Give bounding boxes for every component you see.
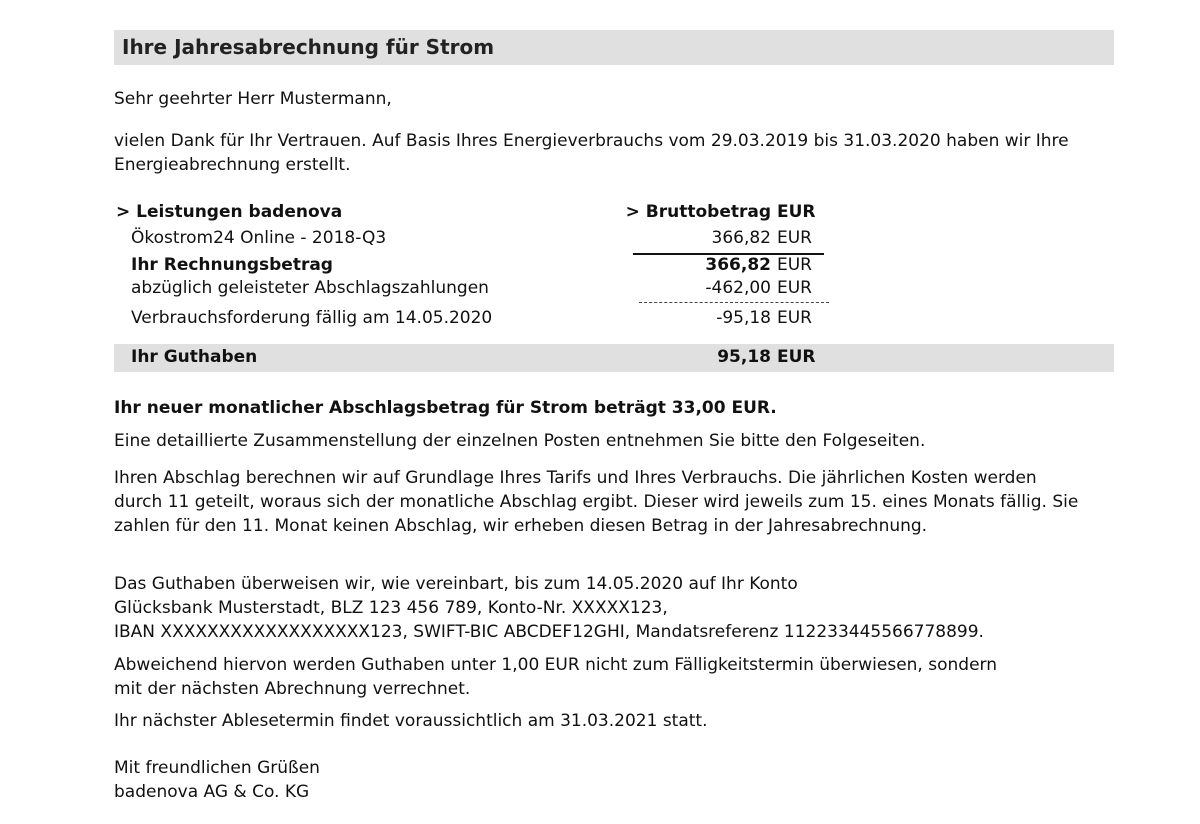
row-label-invoice-total: Ihr Rechnungsbetrag <box>131 255 333 275</box>
calc-line-2: durch 11 geteilt, woraus sich der monatliche Abschlag ergibt. Dieser wird jeweils zum 15. eines Monats fällig. Sie <box>114 492 1079 512</box>
amount-header: > Bruttobetrag <box>625 202 771 222</box>
section-label: > Leistungen badenova <box>116 202 343 222</box>
credit-amount: 95,18 <box>717 347 771 367</box>
dashed-rule <box>639 302 829 303</box>
row-label-payments: abzüglich geleisteter Abschlagszahlungen <box>131 278 489 298</box>
next-reading-note: Ihr nächster Ablesetermin findet voraussichtlich am 31.03.2021 statt. <box>114 711 708 731</box>
details-note: Eine detaillierte Zusammenstellung der einzelnen Posten entnehmen Sie bitte den Folgeseiten. <box>114 431 926 451</box>
intro-line-2: Energieabrechnung erstellt. <box>114 155 351 175</box>
transfer-line-2: Glücksbank Musterstadt, BLZ 123 456 789, Konto-Nr. XXXXX123, <box>114 598 668 618</box>
row-amount-invoice-total: 366,82 <box>705 255 771 275</box>
exception-line-2: mit der nächsten Abrechnung verrechnet. <box>114 679 471 699</box>
closing-company: badenova AG & Co. KG <box>114 782 310 802</box>
transfer-line-3: IBAN XXXXXXXXXXXXXXXXXX123, SWIFT-BIC ABCDEF12GHI, Mandatsreferenz 112233445566778899. <box>114 622 984 642</box>
page-title: Ihre Jahresabrechnung für Strom <box>122 35 495 59</box>
row-currency-product: EUR <box>777 228 812 248</box>
row-currency-payments: EUR <box>777 278 812 298</box>
amount-header-currency: EUR <box>777 202 816 222</box>
row-amount-product: 366,82 <box>711 228 771 248</box>
row-currency-invoice-total: EUR <box>777 255 812 275</box>
new-installment-notice: Ihr neuer monatlicher Abschlagsbetrag für Strom beträgt 33,00 EUR. <box>114 398 777 418</box>
row-amount-payments: -462,00 <box>705 278 771 298</box>
credit-label: Ihr Guthaben <box>131 347 258 367</box>
credit-currency: EUR <box>777 347 816 367</box>
closing-greeting: Mit freundlichen Grüßen <box>114 758 320 778</box>
title-bar <box>114 30 1114 65</box>
row-amount-due: -95,18 <box>716 308 771 328</box>
salutation: Sehr geehrter Herr Mustermann, <box>114 89 392 109</box>
row-label-product: Ökostrom24 Online - 2018-Q3 <box>131 228 387 248</box>
exception-line-1: Abweichend hiervon werden Guthaben unter 1,00 EUR nicht zum Fälligkeitstermin überwiesen, sondern <box>114 655 997 675</box>
calc-line-3: zahlen für den 11. Monat keinen Abschlag, wir erheben diesen Betrag in der Jahresabrechnung. <box>114 516 928 536</box>
row-currency-due: EUR <box>777 308 812 328</box>
row-label-due: Verbrauchsforderung fällig am 14.05.2020 <box>131 308 493 328</box>
intro-line-1: vielen Dank für Ihr Vertrauen. Auf Basis Ihres Energieverbrauchs vom 29.03.2019 bis 31.03.2020 haben wir Ihre <box>114 131 1069 151</box>
calc-line-1: Ihren Abschlag berechnen wir auf Grundlage Ihres Tarifs und Ihres Verbrauchs. Die jährlichen Kosten werden <box>114 468 1037 488</box>
transfer-line-1: Das Guthaben überweisen wir, wie vereinbart, bis zum 14.05.2020 auf Ihr Konto <box>114 574 798 594</box>
